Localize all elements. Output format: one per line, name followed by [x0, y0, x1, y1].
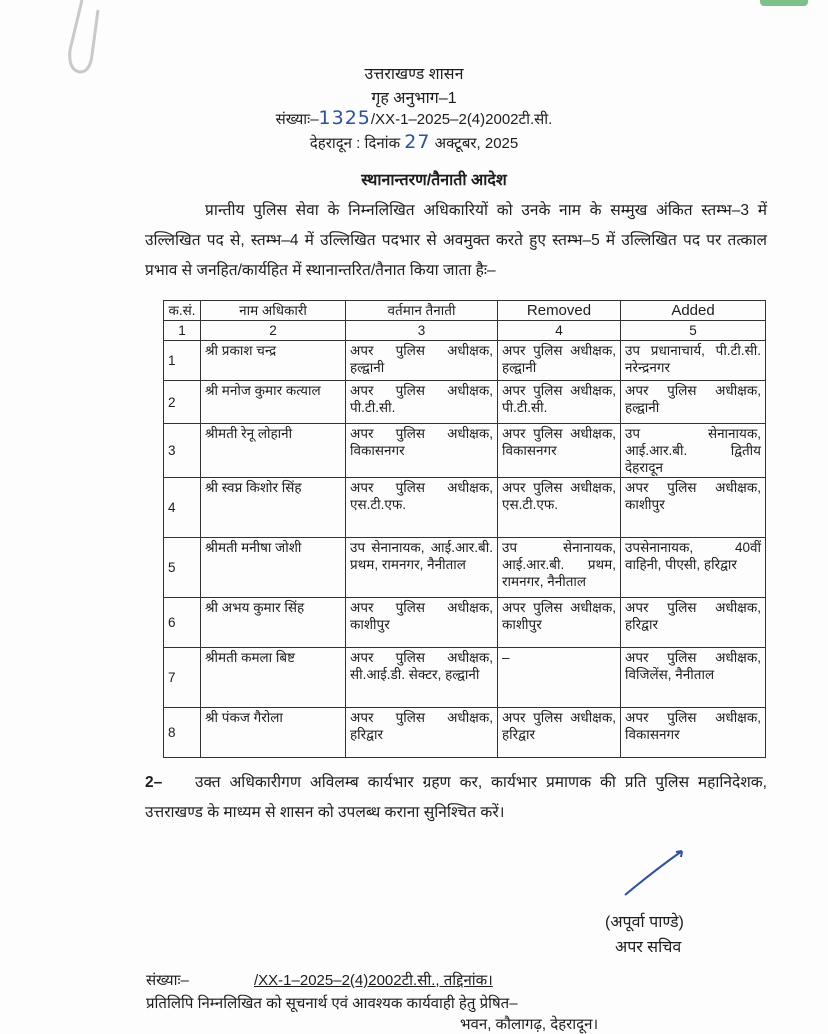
- serial-number: 1: [164, 341, 201, 381]
- removed-posting: –: [498, 648, 621, 708]
- officer-name: श्री मनोज कुमार कत्याल: [201, 381, 346, 424]
- table-row: [164, 538, 766, 598]
- serial-number: 5: [164, 538, 201, 598]
- header-sn: क.सं.: [164, 301, 201, 321]
- officer-name: श्री पंकज गैरोला: [201, 708, 346, 758]
- col-num: 5: [621, 321, 766, 341]
- table-row: [164, 424, 766, 478]
- added-posting: उपसेनानायक, 40वीं वाहिनी, पीएसी, हरिद्वार: [621, 538, 766, 598]
- removed-posting: अपर पुलिस अधीक्षक, एस.टी.एफ.: [498, 478, 621, 538]
- officer-name: श्री स्वप्न किशोर सिंह: [201, 478, 346, 538]
- table-row: [164, 648, 766, 708]
- col-num: 2: [201, 321, 346, 341]
- signature: [620, 845, 690, 900]
- table-row: [164, 598, 766, 648]
- col-num: 1: [164, 321, 201, 341]
- added-posting: अपर पुलिस अधीक्षक, हल्द्वानी: [621, 381, 766, 424]
- removed-posting: अपर पुलिस अधीक्षक, विकासनगर: [498, 424, 621, 478]
- col-num: 4: [498, 321, 621, 341]
- added-posting: उप प्रधानाचार्य, पी.टी.सी. नरेन्द्रनगर: [621, 341, 766, 381]
- date-suffix: अक्टूबर, 2025: [434, 135, 519, 152]
- current-posting: अपर पुलिस अधीक्षक, सी.आई.डी. सेक्टर, हल्द्वानी: [346, 648, 498, 708]
- order-date: [0, 131, 828, 153]
- header-current: वर्तमान तैनाती: [346, 301, 498, 321]
- handwritten-date: 27: [404, 131, 431, 153]
- government-title: उत्तराखण्ड शासन: [364, 66, 464, 83]
- number-suffix: /XX-1–2025–2(4)2002टी.सी.: [370, 111, 553, 128]
- header-removed: Removed: [498, 301, 621, 321]
- serial-number: 6: [164, 598, 201, 648]
- current-posting: अपर पुलिस अधीक्षक, हल्द्वानी: [346, 341, 498, 381]
- footer-number-prefix: संख्याः–: [146, 972, 189, 989]
- table-row: [164, 381, 766, 424]
- officer-name: श्रीमती मनीषा जोशी: [201, 538, 346, 598]
- current-posting: अपर पुलिस अधीक्षक, पी.टी.सी.: [346, 381, 498, 424]
- table-row: [164, 341, 766, 381]
- officer-name: श्री अभय कुमार सिंह: [201, 598, 346, 648]
- serial-number: 2: [164, 381, 201, 424]
- col-num: 3: [346, 321, 498, 341]
- para2-number: 2–: [145, 774, 163, 791]
- number-prefix: संख्याः–: [275, 111, 319, 128]
- current-posting: अपर पुलिस अधीक्षक, एस.टी.एफ.: [346, 478, 498, 538]
- paragraph-2: [145, 768, 767, 828]
- added-posting: अपर पुलिस अधीक्षक, विजिलेंस, नैनीताल: [621, 648, 766, 708]
- footer-number-suffix: /XX-1–2025–2(4)2002टी.सी., तद्दिनांक।: [254, 972, 493, 989]
- removed-posting: अपर पुलिस अधीक्षक, हरिद्वार: [498, 708, 621, 758]
- added-posting: उप सेनानायक, आई.आर.बी. द्वितीय देहरादून: [621, 424, 766, 478]
- signatory-designation: अपर सचिव: [615, 939, 682, 956]
- current-posting: अपर पुलिस अधीक्षक, विकासनगर: [346, 424, 498, 478]
- serial-number: 4: [164, 478, 201, 538]
- date-prefix: देहरादून : दिनांक: [309, 135, 401, 152]
- intro-paragraph: प्रान्तीय पुलिस सेवा के निम्नलिखित अधिकारियों को उनके नाम के सम्मुख अंकित स्तम्भ–3 में उल्लिखित पद से, स्तम्भ–4 में उल्लिखित पदभार से अवमुक्त करते हुए स्तम्भ–5 में उल्लिखित पद पर तत्काल प्रभाव से जनहित/कार्यहित में स्थानान्तरित/तैनात किया जाता हैः–: [145, 202, 767, 279]
- handwritten-number: 1325: [318, 107, 371, 129]
- footer-number: [146, 970, 493, 990]
- officer-name: श्रीमती कमला बिष्ट: [201, 648, 346, 708]
- green-mark: [760, 0, 808, 6]
- cut-off-line: भवन, कौलागढ़, देहरादून।: [460, 1016, 599, 1033]
- added-posting: अपर पुलिस अधीक्षक, काशीपुर: [621, 478, 766, 538]
- current-posting: अपर पुलिस अधीक्षक, हरिद्वार: [346, 708, 498, 758]
- table-row: [164, 478, 766, 538]
- serial-number: 3: [164, 424, 201, 478]
- removed-posting: अपर पुलिस अधीक्षक, पी.टी.सी.: [498, 381, 621, 424]
- added-posting: अपर पुलिस अधीक्षक, विकासनगर: [621, 708, 766, 758]
- copy-line: प्रतिलिपि निम्नलिखित को सूचनार्थ एवं आवश्यक कार्यवाही हेतु प्रेषित–: [146, 995, 518, 1012]
- department-title: गृह अनुभाग–1: [371, 90, 457, 107]
- order-title: स्थानान्तरण/तैनाती आदेश: [361, 172, 507, 189]
- current-posting: उप सेनानायक, आई.आर.बी. प्रथम, रामनगर, नैनीताल: [346, 538, 498, 598]
- table-header-row: [164, 301, 766, 321]
- signatory-name: (अपूर्वा पाण्डे): [605, 914, 684, 931]
- serial-number: 8: [164, 708, 201, 758]
- order-number: [0, 107, 828, 129]
- added-posting: अपर पुलिस अधीक्षक, हरिद्वार: [621, 598, 766, 648]
- column-number-row: [164, 321, 766, 341]
- removed-posting: अपर पुलिस अधीक्षक, हल्द्वानी: [498, 341, 621, 381]
- removed-posting: अपर पुलिस अधीक्षक, काशीपुर: [498, 598, 621, 648]
- current-posting: अपर पुलिस अधीक्षक, काशीपुर: [346, 598, 498, 648]
- officer-name: श्रीमती रेनू लोहानी: [201, 424, 346, 478]
- serial-number: 7: [164, 648, 201, 708]
- removed-posting: उप सेनानायक, आई.आर.बी. प्रथम, रामनगर, नैनीताल: [498, 538, 621, 598]
- table-row: [164, 708, 766, 758]
- officer-name: श्री प्रकाश चन्द्र: [201, 341, 346, 381]
- para2-text: उक्त अधिकारीगण अविलम्ब कार्यभार ग्रहण कर, कार्यभार प्रमाणक की प्रति पुलिस महानिदेशक, उत्तराखण्ड के माध्यम से शासन को उपलब्ध कराना सुनिश्चित करें।: [145, 774, 767, 821]
- transfer-table: [163, 300, 766, 758]
- header-added: Added: [621, 301, 766, 321]
- header-name: नाम अधिकारी: [201, 301, 346, 321]
